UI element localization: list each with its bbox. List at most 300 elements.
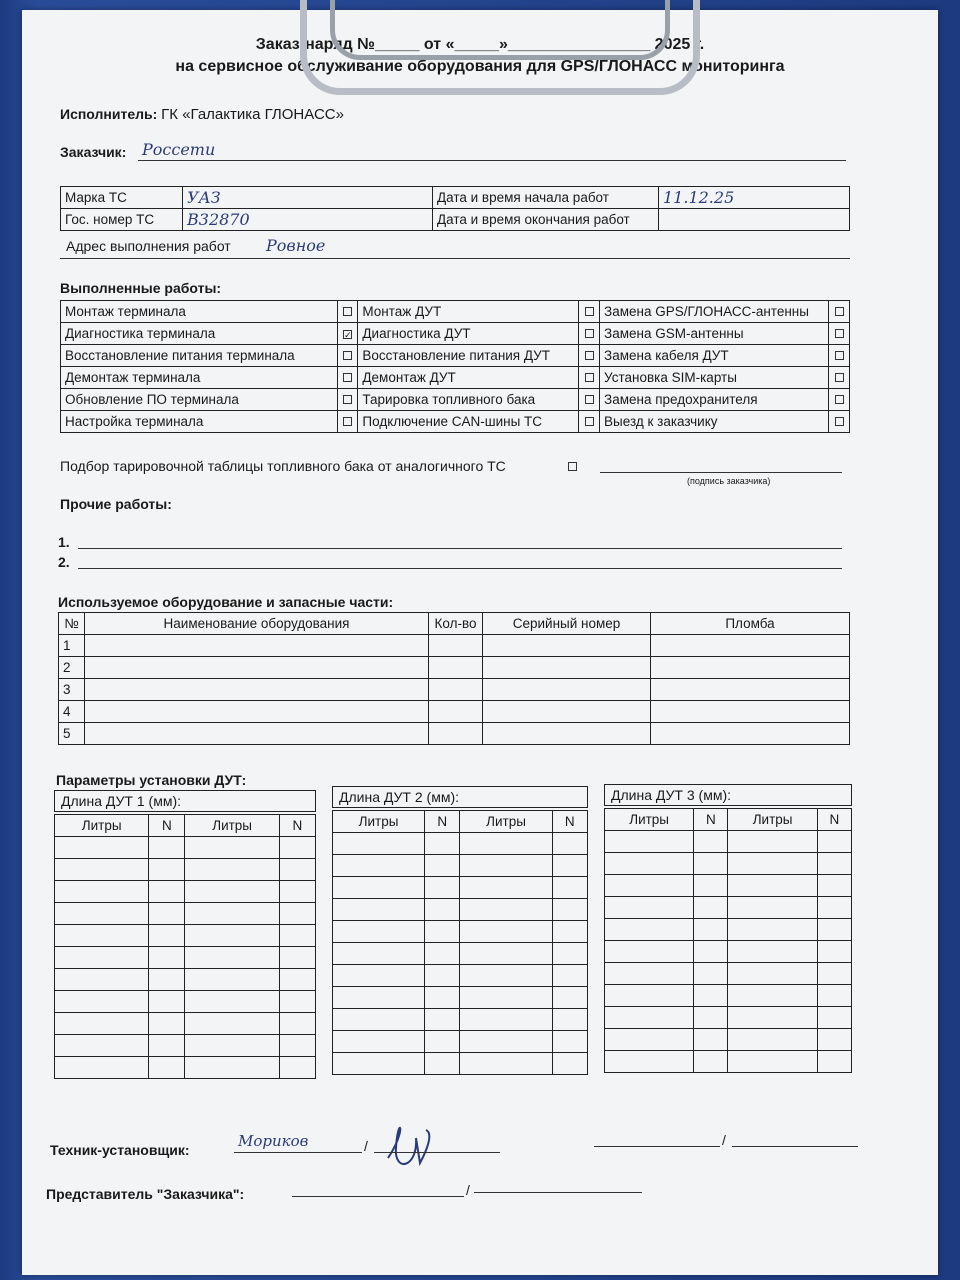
dut-cell[interactable] <box>728 963 817 985</box>
dut-cell[interactable] <box>460 965 552 987</box>
dut-cell[interactable] <box>728 875 817 897</box>
dut-cell[interactable] <box>55 947 149 969</box>
plate-value[interactable]: В32870 <box>183 209 433 231</box>
dut-cell[interactable] <box>728 1051 817 1073</box>
work-item-label: Замена предохранителя <box>600 389 829 411</box>
dut-cell[interactable] <box>185 991 279 1013</box>
work-item-label: Замена кабеля ДУТ <box>600 345 829 367</box>
start-value[interactable]: 11.12.25 <box>659 187 850 209</box>
work-checkbox-cell <box>829 411 850 433</box>
dut-cell[interactable] <box>425 943 460 965</box>
equipment-heading: Используемое оборудование и запасные части: <box>58 594 394 610</box>
dut-cell[interactable] <box>460 877 552 899</box>
dut-cell[interactable] <box>817 897 851 919</box>
dut-cell[interactable] <box>694 897 728 919</box>
dut-cell[interactable] <box>694 1029 728 1051</box>
table-row <box>333 1053 588 1075</box>
work-checkbox[interactable] <box>835 329 844 338</box>
dut-cell[interactable] <box>333 899 425 921</box>
dut-cell[interactable] <box>55 991 149 1013</box>
eq-col-qty: Кол-во <box>429 613 483 635</box>
dut-cell[interactable] <box>460 1009 552 1031</box>
work-item-label: Установка SIM-карты <box>600 367 829 389</box>
table-row <box>333 877 588 899</box>
eq-cell[interactable] <box>429 679 483 701</box>
dut-cell[interactable] <box>279 947 315 969</box>
dut-col-header: Литры <box>728 809 817 831</box>
dut-cell[interactable] <box>694 831 728 853</box>
dut-cell[interactable] <box>817 1007 851 1029</box>
dut-cell[interactable] <box>185 837 279 859</box>
customer-label: Заказчик: <box>60 144 127 160</box>
eq-cell[interactable] <box>85 635 429 657</box>
work-checkbox[interactable] <box>343 395 352 404</box>
dut-cell[interactable] <box>425 855 460 877</box>
dut-cell[interactable] <box>185 947 279 969</box>
dut-cell[interactable] <box>149 859 185 881</box>
table-row <box>59 701 850 723</box>
dut-cell[interactable] <box>55 969 149 991</box>
table-row <box>605 831 852 853</box>
table-row <box>333 855 588 877</box>
dut-cell[interactable] <box>149 1057 185 1079</box>
form-title-line1: Заказ-наряд №_____ от «_____»________________ 2025 г. <box>255 36 705 53</box>
dut-cell[interactable] <box>817 919 851 941</box>
dut-cell[interactable] <box>817 963 851 985</box>
dut-cell[interactable] <box>552 943 587 965</box>
signature-caption: (подпись заказчика) <box>687 476 771 486</box>
slash-1: / <box>364 1138 368 1154</box>
work-checkbox[interactable] <box>585 351 594 360</box>
dut-col-header: N <box>817 809 851 831</box>
eq-cell[interactable] <box>483 701 651 723</box>
dut-cell[interactable] <box>425 899 460 921</box>
address-value[interactable]: Ровное <box>266 236 326 255</box>
work-checkbox-cell <box>337 411 358 433</box>
dut-cell[interactable] <box>333 1009 425 1031</box>
eq-cell[interactable] <box>651 679 850 701</box>
dut-cell[interactable] <box>552 855 587 877</box>
dut-cell[interactable] <box>185 1057 279 1079</box>
dut-table <box>332 810 588 1075</box>
dut-cell[interactable] <box>817 875 851 897</box>
dut-cell[interactable] <box>552 987 587 1009</box>
table-row <box>55 903 316 925</box>
work-item-label: Диагностика ДУТ <box>358 323 579 345</box>
work-item-label: Диагностика терминала <box>61 323 338 345</box>
dut-cell[interactable] <box>425 833 460 855</box>
table-row <box>605 919 852 941</box>
dut-cell[interactable] <box>552 965 587 987</box>
dut-cell[interactable] <box>605 941 694 963</box>
dut-cell[interactable] <box>728 853 817 875</box>
dut-cell[interactable] <box>55 925 149 947</box>
table-row <box>59 657 850 679</box>
dut-cell[interactable] <box>460 899 552 921</box>
form-title-line2: на сервисное обслуживание оборудования для GPS/ГЛОНАСС мониторинга <box>175 58 785 75</box>
work-checkbox-cell <box>829 323 850 345</box>
eq-cell[interactable] <box>85 657 429 679</box>
second-tech-name-line <box>594 1146 720 1147</box>
dut-col-header: Литры <box>605 809 694 831</box>
work-checkbox[interactable] <box>585 417 594 426</box>
dut-cell[interactable] <box>333 1031 425 1053</box>
dut-cell[interactable] <box>333 1053 425 1075</box>
dut-cell[interactable] <box>552 1031 587 1053</box>
eq-row-number: 5 <box>59 723 85 745</box>
work-checkbox-cell <box>337 323 358 345</box>
dut-cell[interactable] <box>605 897 694 919</box>
dut-cell[interactable] <box>694 853 728 875</box>
second-tech-signature-line <box>732 1146 858 1147</box>
dut-cell[interactable] <box>279 881 315 903</box>
dut-cell[interactable] <box>149 947 185 969</box>
dut-cell[interactable] <box>279 1013 315 1035</box>
eq-cell[interactable] <box>483 635 651 657</box>
works-heading: Выполненные работы: <box>60 280 222 296</box>
eq-cell[interactable] <box>429 657 483 679</box>
eq-cell[interactable] <box>651 657 850 679</box>
eq-cell[interactable] <box>483 679 651 701</box>
clipboard-clip-inner <box>330 0 670 60</box>
dut-cell[interactable] <box>605 853 694 875</box>
eq-row-number: 1 <box>59 635 85 657</box>
work-checkbox[interactable] <box>343 373 352 382</box>
dut-table-title: Длина ДУТ 3 (мм): <box>604 784 852 806</box>
eq-col-name: Наименование оборудования <box>85 613 429 635</box>
table-row <box>605 985 852 1007</box>
work-item-label: Восстановление питания терминала <box>61 345 338 367</box>
dut-cell[interactable] <box>694 963 728 985</box>
work-item-label: Монтаж ДУТ <box>358 301 579 323</box>
customer-rep-signature-line <box>474 1192 642 1193</box>
table-row <box>605 963 852 985</box>
technician-name-line <box>234 1152 362 1153</box>
work-item-label: Замена GPS/ГЛОНАСС-антенны <box>600 301 829 323</box>
work-checkbox[interactable] <box>835 307 844 316</box>
end-value[interactable] <box>659 209 850 231</box>
slash-2: / <box>722 1132 726 1148</box>
work-checkbox[interactable] <box>343 417 352 426</box>
dut-cell[interactable] <box>728 919 817 941</box>
work-checkbox[interactable] <box>585 307 594 316</box>
work-checkbox-cell <box>579 411 600 433</box>
eq-cell[interactable] <box>483 657 651 679</box>
work-checkbox[interactable] <box>585 395 594 404</box>
table-row <box>333 833 588 855</box>
plate-label: Гос. номер ТС <box>61 209 183 231</box>
table-row <box>55 1013 316 1035</box>
dut-cell[interactable] <box>185 903 279 925</box>
table-row <box>605 941 852 963</box>
table-row <box>605 897 852 919</box>
other-line-2[interactable] <box>78 568 842 569</box>
dut-cell[interactable] <box>817 853 851 875</box>
eq-row-number: 2 <box>59 657 85 679</box>
dut-cell[interactable] <box>279 925 315 947</box>
dut-cell[interactable] <box>279 969 315 991</box>
dut-cell[interactable] <box>425 1053 460 1075</box>
work-checkbox-cell <box>579 301 600 323</box>
dut-cell[interactable] <box>149 837 185 859</box>
table-row <box>333 943 588 965</box>
dut-col-header: Литры <box>333 811 425 833</box>
dut-cell[interactable] <box>605 1007 694 1029</box>
work-item-label: Тарировка топливного бака <box>358 389 579 411</box>
dut-cell[interactable] <box>605 919 694 941</box>
work-item-label: Настройка терминала <box>61 411 338 433</box>
dut-cell[interactable] <box>817 985 851 1007</box>
dut-cell[interactable] <box>728 985 817 1007</box>
dut-cell[interactable] <box>333 965 425 987</box>
dut-cell[interactable] <box>279 903 315 925</box>
dut-cell[interactable] <box>149 1013 185 1035</box>
table-row <box>605 853 852 875</box>
dut-cell[interactable] <box>817 1051 851 1073</box>
work-checkbox-cell <box>579 367 600 389</box>
dut-cell[interactable] <box>605 1051 694 1073</box>
brand-value[interactable]: УАЗ <box>183 187 433 209</box>
work-checkbox-cell <box>337 301 358 323</box>
table-row <box>605 1051 852 1073</box>
dut-cell[interactable] <box>279 837 315 859</box>
dut-cell[interactable] <box>55 837 149 859</box>
eq-cell[interactable] <box>429 723 483 745</box>
dut-cell[interactable] <box>185 1035 279 1057</box>
dut-cell[interactable] <box>694 1007 728 1029</box>
table-row <box>333 921 588 943</box>
work-checkbox-cell <box>829 367 850 389</box>
dut-cell[interactable] <box>55 859 149 881</box>
dut-cell[interactable] <box>279 859 315 881</box>
dut-cell[interactable] <box>185 969 279 991</box>
dut-cell[interactable] <box>185 881 279 903</box>
eq-cell[interactable] <box>429 701 483 723</box>
dut-cell[interactable] <box>460 855 552 877</box>
dut-cell[interactable] <box>425 921 460 943</box>
dut-cell[interactable] <box>425 1031 460 1053</box>
table-row <box>605 875 852 897</box>
dut-cell[interactable] <box>55 1013 149 1035</box>
work-item-label: Демонтаж терминала <box>61 367 338 389</box>
dut-col-header: N <box>279 815 315 837</box>
dut-table <box>54 814 316 1079</box>
dut-cell[interactable] <box>728 831 817 853</box>
dut-cell[interactable] <box>694 875 728 897</box>
work-checkbox[interactable] <box>343 351 352 360</box>
address-label: Адрес выполнения работ <box>66 238 231 254</box>
work-checkbox-cell <box>829 389 850 411</box>
dut-cell[interactable] <box>460 921 552 943</box>
dut-cell[interactable] <box>55 1057 149 1079</box>
dut-col-header: N <box>425 811 460 833</box>
equipment-table <box>58 612 850 745</box>
table-row <box>605 1007 852 1029</box>
eq-cell[interactable] <box>651 723 850 745</box>
dut-col-header: Литры <box>55 815 149 837</box>
work-checkbox[interactable] <box>343 307 352 316</box>
dut-cell[interactable] <box>333 943 425 965</box>
dut-cell[interactable] <box>279 1057 315 1079</box>
eq-col-num: № <box>59 613 85 635</box>
dut-cell[interactable] <box>333 833 425 855</box>
dut-cell[interactable] <box>460 833 552 855</box>
work-checkbox-cell <box>579 323 600 345</box>
dut-cell[interactable] <box>55 881 149 903</box>
executor-label: Исполнитель: <box>60 106 158 122</box>
dut-cell[interactable] <box>55 903 149 925</box>
work-checkbox-cell <box>337 389 358 411</box>
table-row <box>333 899 588 921</box>
work-item-label: Демонтаж ДУТ <box>358 367 579 389</box>
dut-cell[interactable] <box>425 1009 460 1031</box>
dut-cell[interactable] <box>425 987 460 1009</box>
work-checkbox-cell <box>337 367 358 389</box>
work-checkbox[interactable] <box>835 351 844 360</box>
dut-cell[interactable] <box>460 1031 552 1053</box>
table-row <box>333 987 588 1009</box>
technician-signature <box>378 1118 448 1178</box>
dut-cell[interactable] <box>552 1009 587 1031</box>
work-checkbox-cell <box>337 345 358 367</box>
dut-table-title: Длина ДУТ 2 (мм): <box>332 786 588 808</box>
eq-cell[interactable] <box>85 723 429 745</box>
dut-cell[interactable] <box>333 877 425 899</box>
table-row <box>605 1029 852 1051</box>
dut-cell[interactable] <box>728 1029 817 1051</box>
dut-cell[interactable] <box>694 985 728 1007</box>
vehicle-table <box>60 186 850 231</box>
calibration-text: Подбор тарировочной таблицы топливного бака от аналогичного ТС <box>60 458 506 474</box>
dut-table <box>604 808 852 1073</box>
dut-table-title: Длина ДУТ 1 (мм): <box>54 790 316 812</box>
customer-value[interactable]: Россети <box>142 140 216 159</box>
address-line <box>60 258 850 259</box>
other-line-1[interactable] <box>78 548 842 549</box>
dut-cell[interactable] <box>279 991 315 1013</box>
dut-cell[interactable] <box>149 881 185 903</box>
dut-cell[interactable] <box>149 903 185 925</box>
dut-cell[interactable] <box>817 831 851 853</box>
dut-cell[interactable] <box>149 969 185 991</box>
dut-cell[interactable] <box>333 855 425 877</box>
work-checkbox[interactable]: ✓ <box>344 330 352 340</box>
dut-cell[interactable] <box>694 919 728 941</box>
dut-cell[interactable] <box>149 991 185 1013</box>
work-checkbox[interactable] <box>835 373 844 382</box>
dut-cell[interactable] <box>605 985 694 1007</box>
technician-name[interactable]: Мориков <box>238 1132 309 1150</box>
table-row <box>55 881 316 903</box>
dut-cell[interactable] <box>552 1053 587 1075</box>
dut-cell[interactable] <box>185 859 279 881</box>
eq-cell[interactable] <box>651 635 850 657</box>
work-item-label: Выезд к заказчику <box>600 411 829 433</box>
work-checkbox-cell <box>579 345 600 367</box>
dut-cell[interactable] <box>55 1035 149 1057</box>
work-checkbox[interactable] <box>835 417 844 426</box>
dut-cell[interactable] <box>185 925 279 947</box>
table-row <box>55 859 316 881</box>
dut-cell[interactable] <box>605 963 694 985</box>
work-checkbox[interactable] <box>585 329 594 338</box>
dut-cell[interactable] <box>425 877 460 899</box>
dut-cell[interactable] <box>728 1007 817 1029</box>
dut-cell[interactable] <box>460 1053 552 1075</box>
work-checkbox[interactable] <box>585 373 594 382</box>
table-row <box>55 1035 316 1057</box>
dut-cell[interactable] <box>694 941 728 963</box>
table-row <box>333 1031 588 1053</box>
dut-col-header: N <box>552 811 587 833</box>
dut-cell[interactable] <box>279 1035 315 1057</box>
dut-cell[interactable] <box>817 1029 851 1051</box>
technician-label: Техник-установщик: <box>50 1142 190 1158</box>
work-item-label: Замена GSM-антенны <box>600 323 829 345</box>
dut-cell[interactable] <box>552 833 587 855</box>
work-item-label: Обновление ПО терминала <box>61 389 338 411</box>
executor-value: ГК «Галактика ГЛОНАСС» <box>161 106 344 123</box>
dut-cell[interactable] <box>333 987 425 1009</box>
work-checkbox-cell <box>579 389 600 411</box>
work-item-label: Монтаж терминала <box>61 301 338 323</box>
dut-cell[interactable] <box>460 943 552 965</box>
customer-rep-name-line <box>292 1196 464 1197</box>
eq-cell[interactable] <box>85 679 429 701</box>
table-row <box>55 1057 316 1079</box>
end-label: Дата и время окончания работ <box>433 209 659 231</box>
calibration-checkbox[interactable] <box>568 462 577 471</box>
dut-cell[interactable] <box>552 921 587 943</box>
eq-col-serial: Серийный номер <box>483 613 651 635</box>
table-row <box>55 991 316 1013</box>
dut-cell[interactable] <box>728 941 817 963</box>
dut-cell[interactable] <box>728 897 817 919</box>
dut-col-header: Литры <box>460 811 552 833</box>
table-row <box>55 837 316 859</box>
dut-cell[interactable] <box>552 877 587 899</box>
dut-cell[interactable] <box>605 875 694 897</box>
dut-cell[interactable] <box>425 965 460 987</box>
dut-cell[interactable] <box>605 831 694 853</box>
paper-sheet <box>22 10 938 1275</box>
eq-cell[interactable] <box>85 701 429 723</box>
dut-cell[interactable] <box>460 987 552 1009</box>
dut-col-header: Литры <box>185 815 279 837</box>
dut-cell[interactable] <box>149 1035 185 1057</box>
eq-cell[interactable] <box>483 723 651 745</box>
customer-line <box>138 160 846 161</box>
dut-cell[interactable] <box>185 1013 279 1035</box>
table-row <box>59 723 850 745</box>
customer-rep-label: Представитель "Заказчика": <box>46 1186 245 1202</box>
dut-heading: Параметры установки ДУТ: <box>56 772 247 788</box>
other-heading: Прочие работы: <box>60 496 172 512</box>
dut-cell[interactable] <box>694 1051 728 1073</box>
eq-row-number: 4 <box>59 701 85 723</box>
eq-cell[interactable] <box>429 635 483 657</box>
work-checkbox[interactable] <box>835 395 844 404</box>
eq-cell[interactable] <box>651 701 850 723</box>
dut-cell[interactable] <box>817 941 851 963</box>
work-checkbox-cell <box>829 345 850 367</box>
dut-cell[interactable] <box>552 899 587 921</box>
slash-3: / <box>466 1182 470 1198</box>
dut-cell[interactable] <box>605 1029 694 1051</box>
work-item-label: Восстановление питания ДУТ <box>358 345 579 367</box>
dut-cell[interactable] <box>149 925 185 947</box>
dut-cell[interactable] <box>333 921 425 943</box>
